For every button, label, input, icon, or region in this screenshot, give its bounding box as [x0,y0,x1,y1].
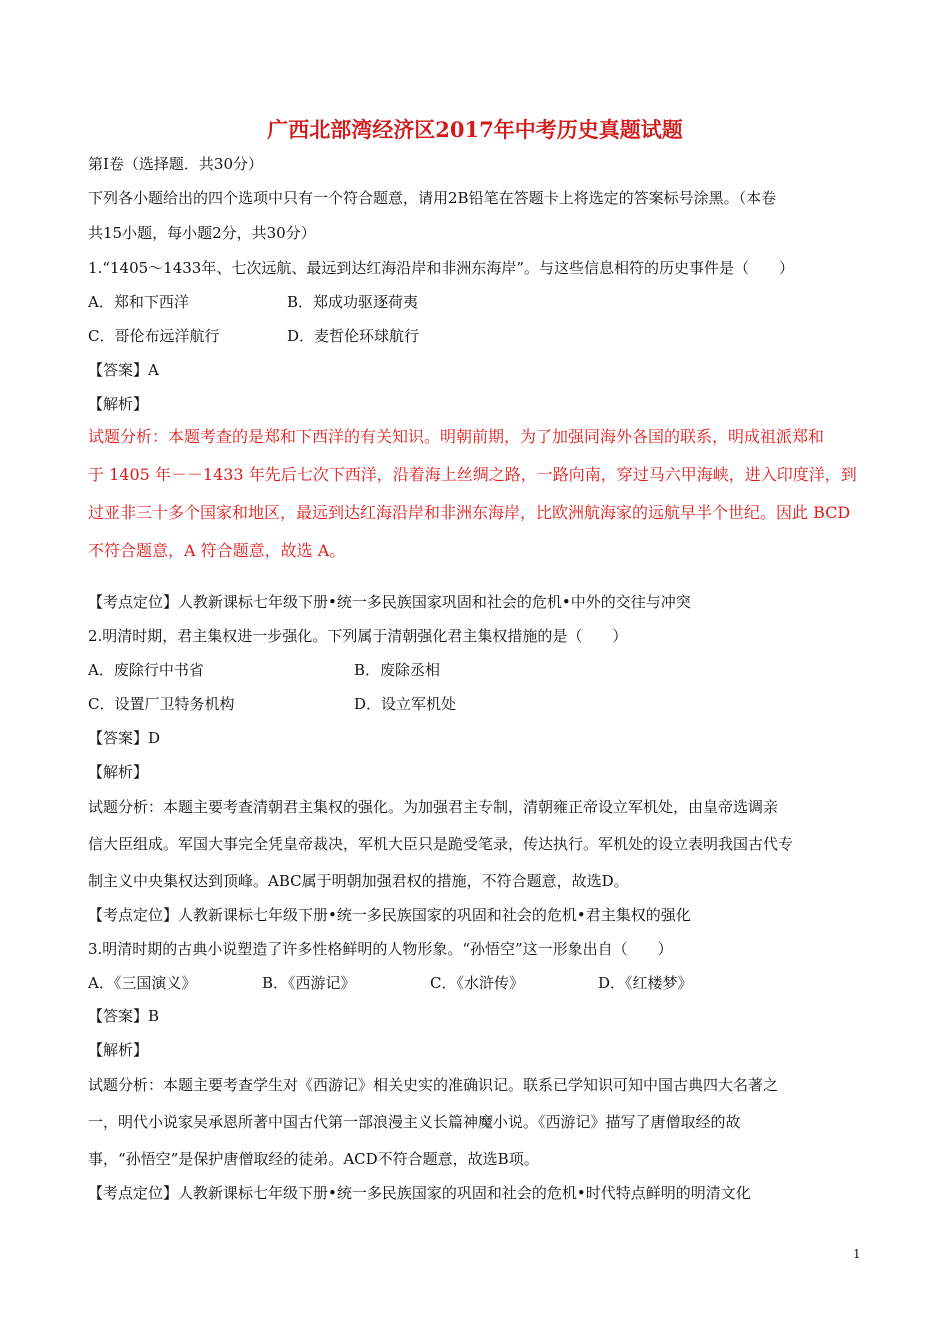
q2-stem: 2.明清时期，君主集权进一步强化。下列属于清朝强化君主集权措施的是（ ） [88,627,628,645]
q3-analysis-line-3: 事，“孙悟空”是保护唐僧取经的徒弟。ACD不符合题意，故选B项。 [88,1150,539,1168]
q2-option-c: C．设置厂卫特务机构 [88,695,235,713]
q1-option-b: B．郑成功驱逐荷夷 [287,293,419,311]
page-number: 1 [853,1247,861,1261]
page-title: 广西北部湾经济区2017年中考历史真题试题 [267,117,683,142]
q1-point: 【考点定位】人教新课标七年级下册•统一多民族国家巩固和社会的危机•中外的交往与冲突 [88,593,691,611]
q1-answer: 【答案】A [88,361,159,379]
instructions-line-1: 下列各小题给出的四个选项中只有一个符合题意，请用2B铅笔在答题卡上将选定的答案标号涂黑。（本卷 [88,189,777,207]
q1-analysis-line-4: 不符合题意，A 符合题意，故选 A。 [88,541,346,560]
instructions-line-2: 共15小题，每小题2分，共30分） [88,224,316,242]
q3-analysis-line-2: 一，明代小说家吴承恩所著中国古代第一部浪漫主义长篇神魔小说。《西游记》描写了唐僧取经的故 [88,1113,741,1131]
q3-stem: 3.明清时期的古典小说塑造了许多性格鲜明的人物形象。“孙悟空”这一形象出自（ ） [88,940,673,958]
q3-answer: 【答案】B [88,1007,160,1025]
q2-analysis-line-1: 试题分析：本题主要考查清朝君主集权的强化。为加强君主专制，清朝雍正帝设立军机处，由皇帝选调亲 [88,798,779,816]
q1-option-c: C．哥伦布远洋航行 [88,327,220,345]
q1-option-d: D．麦哲伦环球航行 [287,327,420,345]
q2-analysis-label: 【解析】 [88,763,149,781]
q1-analysis-line-2: 于 1405 年－－1433 年先后七次下西洋，沿着海上丝绸之路，一路向南，穿过马六甲海峡，进入印度洋，到 [88,465,857,484]
q2-analysis-line-3: 制主义中央集权达到顶峰。ABC属于明朝加强君权的措施，不符合题意，故选D。 [88,872,629,890]
q1-analysis-line-3: 过亚非三十多个国家和地区，最远到达红海沿岸和非洲东海岸，比欧洲航海家的远航早半个世纪。因此 BCD [88,503,851,522]
q1-stem: 1.“1405～1433年、七次远航、最远到达红海沿岸和非洲东海岸”。与这些信息相符的历史事件是（ ） [88,259,795,277]
q2-point: 【考点定位】人教新课标七年级下册•统一多民族国家的巩固和社会的危机•君主集权的强化 [88,906,691,924]
section-heading: 第Ⅰ卷（选择题．共30分） [88,155,264,173]
q2-analysis-line-2: 信大臣组成。军国大事完全凭皇帝裁决，军机大臣只是跪受笔录，传达执行。军机处的设立表明我国古代专 [88,835,794,853]
q3-option-d: D．《红楼梦》 [598,974,693,992]
q1-option-a: A．郑和下西洋 [88,293,189,311]
q3-option-c: C．《水浒传》 [430,974,524,992]
q2-option-d: D．设立军机处 [354,695,457,713]
q3-option-a: A．《三国演义》 [88,974,197,992]
q3-point: 【考点定位】人教新课标七年级下册•统一多民族国家的巩固和社会的危机•时代特点鲜明的明清文化 [88,1184,751,1202]
q1-analysis-line-1: 试题分析：本题考查的是郑和下西洋的有关知识。明朝前期，为了加强同海外各国的联系，明成祖派郑和 [88,427,825,446]
q2-answer: 【答案】D [88,729,161,747]
q3-option-b: B．《西游记》 [262,974,356,992]
q3-analysis-line-1: 试题分析：本题主要考查学生对《西游记》相关史实的准确识记。联系已学知识可知中国古典四大名著之 [88,1076,779,1094]
q2-option-b: B．废除丞相 [354,661,441,679]
q3-analysis-label: 【解析】 [88,1041,149,1059]
q1-analysis-label: 【解析】 [88,395,149,413]
q2-option-a: A．废除行中书省 [88,661,204,679]
